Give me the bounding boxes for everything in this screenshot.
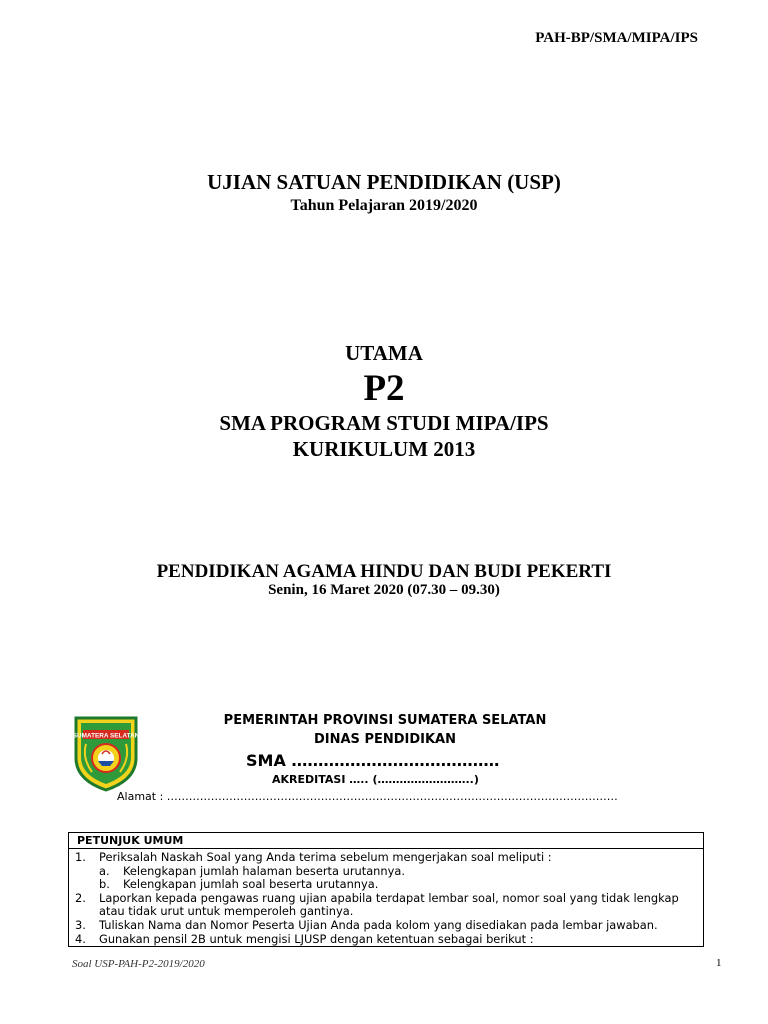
province-emblem-logo xyxy=(72,714,140,792)
subitem-letter: b. xyxy=(99,877,110,892)
instruction-item xyxy=(75,933,697,947)
document-code: PAH-BP/SMA/MIPA/IPS xyxy=(535,30,698,46)
instructions-heading: PETUNJUK UMUM xyxy=(69,833,703,849)
item-number: 2. xyxy=(75,890,86,905)
page-footer: Soal USP-PAH-P2-2019/2020 xyxy=(72,958,205,970)
instruction-subitem xyxy=(75,865,697,879)
page-number: 1 xyxy=(716,957,722,969)
item-number xyxy=(75,905,99,919)
accreditation-line: AKREDITASI ….. (……………………..) xyxy=(272,773,479,786)
subject-title: PENDIDIKAN AGAMA HINDU DAN BUDI PEKERTI xyxy=(156,561,612,582)
item-number: 3. xyxy=(75,917,86,932)
subitem-text: Kelengkapan jumlah halaman beserta urutannya. xyxy=(123,863,405,878)
address-line: Alamat : …………………………………………………………………………………………………………… xyxy=(117,790,618,803)
government-name: PEMERINTAH PROVINSI SUMATERA SELATAN xyxy=(223,713,547,728)
school-name-line: SMA ………………………………… xyxy=(246,751,500,770)
emblem-text: SUMATERA SELATAN xyxy=(72,732,140,740)
instruction-subitem xyxy=(75,878,697,892)
exam-schedule: Senin, 16 Maret 2020 (07.30 – 09.30) xyxy=(268,582,500,598)
item-text: Laporkan kepada pengawas ruang ujian apabila terdapat lembar soal, nomor soal yang tidak lengkap xyxy=(99,890,679,905)
exam-title: UJIAN SATUAN PENDIDIKAN (USP) xyxy=(207,170,561,194)
item-text: Gunakan pensil 2B untuk mengisi LJUSP dengan ketentuan sebagai berikut : xyxy=(99,931,534,946)
department-name: DINAS PENDIDIKAN xyxy=(313,732,457,747)
study-program: SMA PROGRAM STUDI MIPA/IPS xyxy=(219,411,549,435)
item-number: 1. xyxy=(75,850,86,864)
curriculum: KURIKULUM 2013 xyxy=(292,437,476,461)
instruction-item xyxy=(75,919,697,933)
instruction-item xyxy=(75,892,697,906)
exam-category: UTAMA xyxy=(345,341,423,365)
academic-year: Tahun Pelajaran 2019/2020 xyxy=(290,197,478,214)
item-text: Tuliskan Nama dan Nomor Peserta Ujian Anda pada kolom yang disediakan pada lembar jawaban. xyxy=(99,917,658,932)
item-text: Periksalah Naskah Soal yang Anda terima sebelum mengerjakan soal meliputi : xyxy=(99,850,552,864)
instruction-item xyxy=(75,851,697,865)
instruction-item-continued xyxy=(75,905,697,919)
instructions-list xyxy=(69,849,703,946)
packet-code: P2 xyxy=(363,368,405,409)
item-text: atau tidak urut untuk memperoleh gantinya. xyxy=(99,904,354,919)
item-number: 4. xyxy=(75,931,86,946)
general-instructions-box xyxy=(68,832,704,947)
subitem-letter: a. xyxy=(99,863,110,878)
subitem-text: Kelengkapan jumlah soal beserta urutannya. xyxy=(123,877,379,892)
